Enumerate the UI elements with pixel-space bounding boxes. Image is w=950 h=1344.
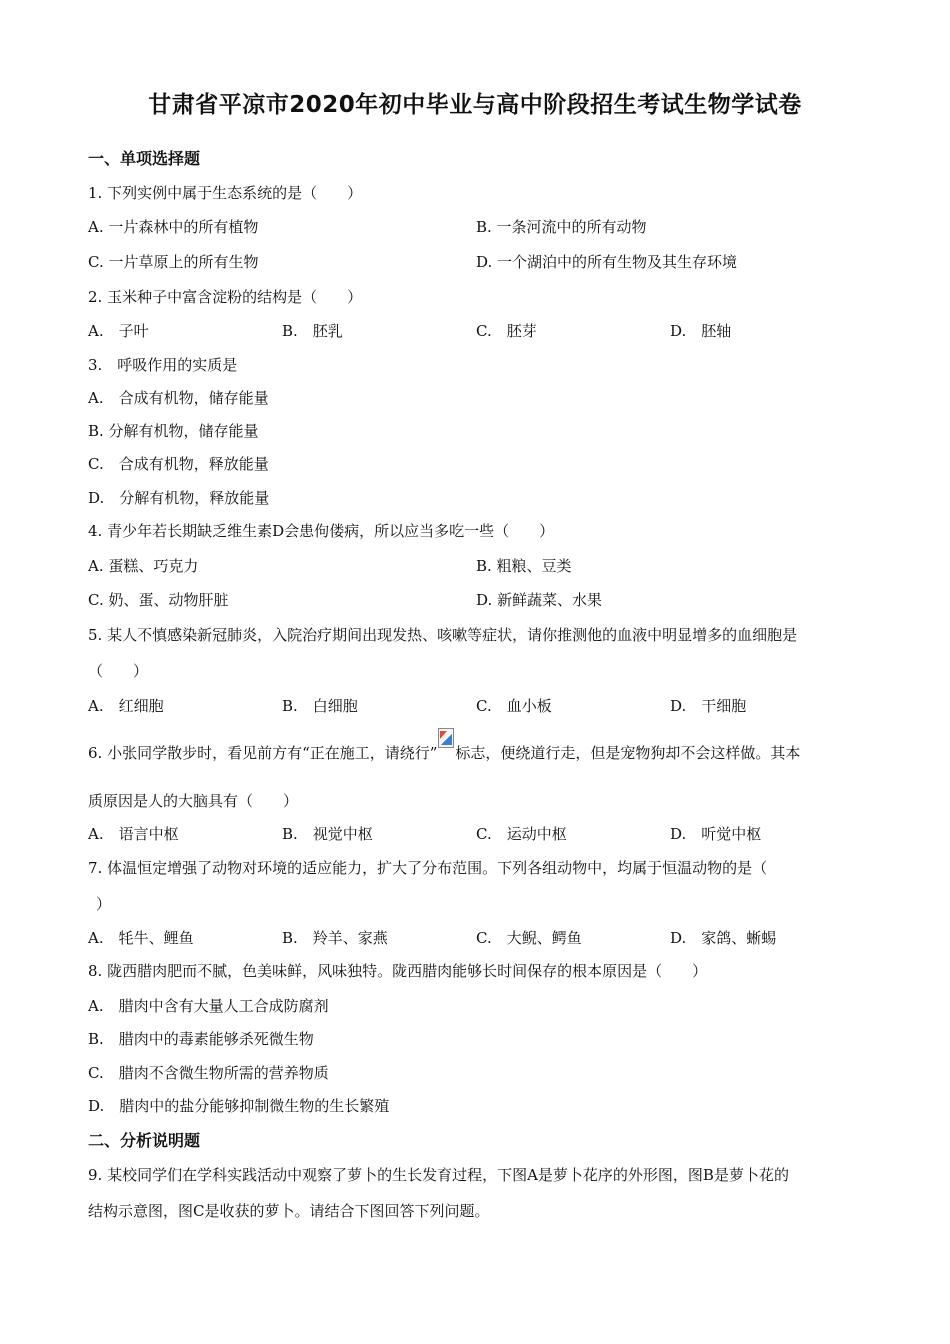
question-1-stem: 1. 下列实例中属于生态系统的是（ ） <box>88 184 363 202</box>
question-4-option-d: D. 新鲜蔬菜、水果 <box>476 591 603 609</box>
section-heading-analysis: 二、分析说明题 <box>88 1131 201 1150</box>
exam-title: 甘肃省平凉市2020年初中毕业与高中阶段招生考试生物学试卷 <box>148 92 802 118</box>
question-2-option-a: A. 子叶 <box>88 322 149 340</box>
question-7-option-d: D. 家鸽、蜥蜴 <box>670 929 777 947</box>
question-5-option-b: B. 白细胞 <box>282 697 358 715</box>
question-8-option-c: C. 腊肉不含微生物所需的营养物质 <box>88 1064 329 1082</box>
question-8-option-d: D. 腊肉中的盐分能够抑制微生物的生长繁殖 <box>88 1097 390 1115</box>
question-5-option-c: C. 血小板 <box>476 697 552 715</box>
question-7-option-a: A. 牦牛、鲤鱼 <box>88 929 194 947</box>
question-6-option-a: A. 语言中枢 <box>88 825 179 843</box>
question-8-option-b: B. 腊肉中的毒素能够杀死微生物 <box>88 1030 314 1048</box>
question-6-stem-part-1: 6. 小张同学散步时，看见前方有“正在施工，请绕行” <box>88 744 438 762</box>
question-4-option-a: A. 蛋糕、巧克力 <box>88 557 199 575</box>
question-3-option-d: D. 分解有机物，释放能量 <box>88 489 270 507</box>
question-7-stem-line-2: ） <box>96 895 112 913</box>
question-6-option-d: D. 听觉中枢 <box>670 825 762 843</box>
question-7-stem-line-1: 7. 体温恒定增强了动物对环境的适应能力，扩大了分布范围。下列各组动物中，均属于恒温动物的是（ <box>88 859 768 877</box>
question-5-option-a: A. 红细胞 <box>88 697 164 715</box>
question-6-stem-line-2: 质原因是人的大脑具有（ ） <box>88 792 299 810</box>
question-2-option-d: D. 胚轴 <box>670 322 732 340</box>
section-heading-single-choice: 一、单项选择题 <box>88 149 201 168</box>
question-4-option-c: C. 奶、蛋、动物肝脏 <box>88 591 229 609</box>
question-9-stem-line-1: 9. 某校同学们在学科实践活动中观察了萝卜的生长发育过程，下图A是萝卜花序的外形图，图B是萝卜花的 <box>88 1166 789 1184</box>
question-2-option-b: B. 胚乳 <box>282 322 343 340</box>
question-7-option-b: B. 羚羊、家燕 <box>282 929 388 947</box>
question-6-stem-part-2: 标志，便绕道行走，但是宠物狗却不会这样做。其本 <box>455 744 801 762</box>
question-6-option-b: B. 视觉中枢 <box>282 825 373 843</box>
question-2-stem: 2. 玉米种子中富含淀粉的结构是（ ） <box>88 288 363 306</box>
question-3-stem: 3. 呼吸作用的实质是 <box>88 356 238 374</box>
question-5-stem-line-2: （ ） <box>88 662 149 680</box>
question-3-option-a: A. 合成有机物，储存能量 <box>88 389 269 407</box>
question-4-option-b: B. 粗粮、豆类 <box>476 557 572 575</box>
question-5-option-d: D. 干细胞 <box>670 697 747 715</box>
question-1-option-b: B. 一条河流中的所有动物 <box>476 218 647 236</box>
question-1-option-a: A. 一片森林中的所有植物 <box>88 218 259 236</box>
question-6-option-c: C. 运动中枢 <box>476 825 567 843</box>
question-9-stem-line-2: 结构示意图，图C是收获的萝卜。请结合下图回答下列问题。 <box>88 1202 490 1220</box>
question-3-option-b: B. 分解有机物，储存能量 <box>88 422 259 440</box>
question-8-stem: 8. 陇西腊肉肥而不腻，色美味鲜，风味独特。陇西腊肉能够长时间保存的根本原因是（ ） <box>88 962 708 980</box>
question-4-stem: 4. 青少年若长期缺乏维生素D会患佝偻病，所以应当多吃一些（ ） <box>88 522 555 540</box>
question-2-option-c: C. 胚芽 <box>476 322 537 340</box>
question-7-option-c: C. 大鲵、鳄鱼 <box>476 929 582 947</box>
question-5-stem-line-1: 5. 某人不慎感染新冠肺炎，入院治疗期间出现发热、咳嗽等症状，请你推测他的血液中明显增多的血细胞是 <box>88 626 798 644</box>
question-6-stem-line-1 <box>88 740 800 763</box>
question-1-option-c: C. 一片草原上的所有生物 <box>88 253 259 271</box>
question-8-option-a: A. 腊肉中含有大量人工合成防腐剂 <box>88 997 329 1015</box>
question-1-option-d: D. 一个湖泊中的所有生物及其生存环境 <box>476 253 738 271</box>
question-3-option-c: C. 合成有机物，释放能量 <box>88 455 269 473</box>
construction-sign-icon <box>438 728 454 748</box>
